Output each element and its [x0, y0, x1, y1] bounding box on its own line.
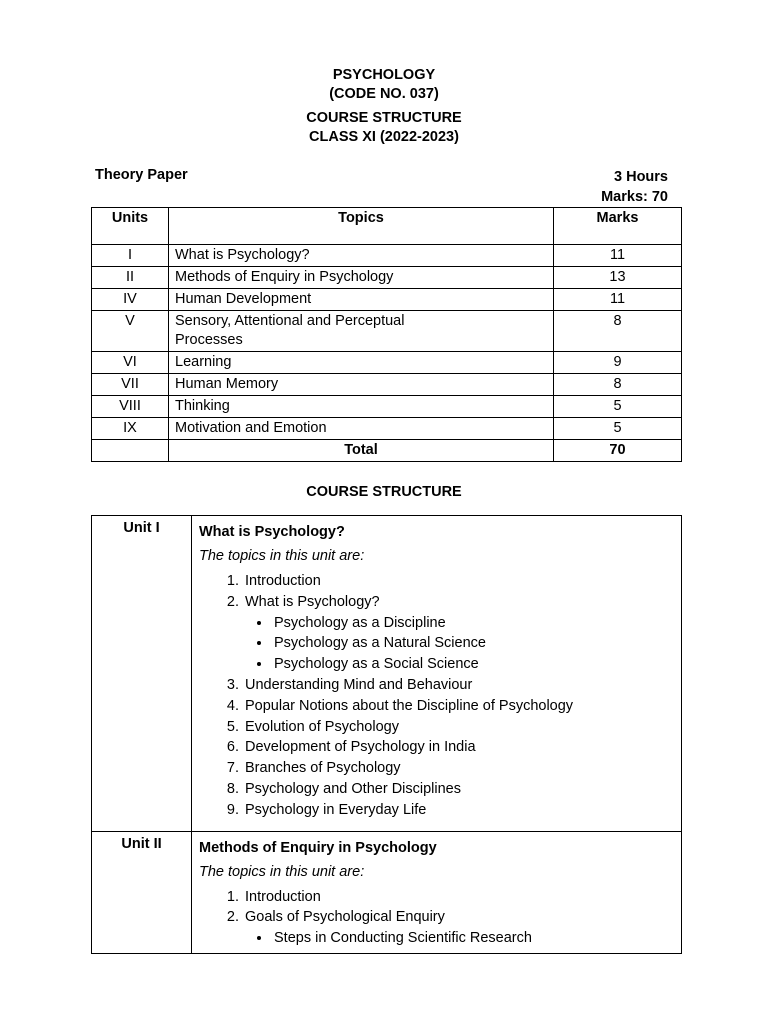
list-item: • Steps in Conducting Scientific Research — [272, 928, 675, 949]
paper-hours: 3 Hours — [614, 169, 668, 185]
paper-marks: Marks: 70 — [601, 189, 668, 205]
total-row — [92, 440, 682, 462]
topic-list — [199, 571, 675, 821]
unit-marks: 8 — [554, 374, 682, 396]
table-row — [92, 311, 682, 352]
topic-list — [199, 887, 675, 949]
class-title: CLASS XI (2022-2023) — [309, 129, 459, 145]
table-row — [92, 289, 682, 311]
unit-row — [92, 831, 682, 953]
list-item: 8. Psychology and Other Disciplines — [243, 779, 675, 800]
unit-topic — [169, 311, 554, 352]
list-item-label: What is Psychology? — [245, 593, 380, 610]
unit-intro: The topics in this unit are: — [199, 863, 365, 880]
list-item: 6. Development of Psychology in India — [243, 737, 675, 758]
unit-number: II — [92, 267, 169, 289]
list-item: 4. Popular Notions about the Discipline of Psychology — [243, 696, 675, 717]
table-row — [92, 245, 682, 267]
unit-row — [92, 516, 682, 832]
paper-meta — [600, 167, 668, 207]
course-structure-heading: COURSE STRUCTURE — [306, 484, 462, 500]
unit-topic: Motivation and Emotion — [169, 418, 554, 440]
unit-topic-line: Sensory, Attentional and Perceptual — [175, 313, 405, 329]
unit-marks: 13 — [554, 267, 682, 289]
unit-details-table — [91, 515, 682, 954]
table-row — [92, 267, 682, 289]
list-item — [243, 907, 675, 949]
unit-marks: 5 — [554, 396, 682, 418]
unit-number: VIII — [92, 396, 169, 418]
unit-topic: Learning — [169, 352, 554, 374]
unit-topic: Human Memory — [169, 374, 554, 396]
unit-content — [192, 831, 682, 953]
unit-topic-line: Processes — [175, 332, 243, 348]
header-marks: Marks — [554, 208, 682, 245]
unit-number: VII — [92, 374, 169, 396]
total-empty-cell — [92, 440, 169, 462]
list-item: 1. Introduction — [243, 571, 675, 592]
unit-marks: 11 — [554, 289, 682, 311]
list-item: 3. Understanding Mind and Behaviour — [243, 675, 675, 696]
list-item: 5. Evolution of Psychology — [243, 717, 675, 738]
unit-marks: 5 — [554, 418, 682, 440]
sub-topic-list — [245, 928, 675, 949]
unit-label: Unit II — [92, 831, 192, 953]
sub-topic-list — [245, 613, 675, 675]
unit-topic: Methods of Enquiry in Psychology — [169, 267, 554, 289]
table-row — [92, 396, 682, 418]
unit-label: Unit I — [92, 516, 192, 832]
list-item: 1. Introduction — [243, 887, 675, 908]
unit-number: IX — [92, 418, 169, 440]
list-item: • Psychology as a Natural Science — [272, 633, 675, 654]
list-item: • Psychology as a Discipline — [272, 613, 675, 634]
total-value: 70 — [554, 440, 682, 462]
subject-code: (CODE NO. 037) — [329, 86, 439, 102]
unit-marks: 9 — [554, 352, 682, 374]
table-row — [92, 352, 682, 374]
unit-marks: 11 — [554, 245, 682, 267]
marks-table-header-row — [92, 208, 682, 245]
list-item: 9. Psychology in Everyday Life — [243, 800, 675, 821]
course-header — [0, 109, 768, 147]
unit-number: IV — [92, 289, 169, 311]
subject-title: PSYCHOLOGY — [332, 67, 436, 83]
unit-topic: Thinking — [169, 396, 554, 418]
header-units: Units — [92, 208, 169, 245]
unit-number: VI — [92, 352, 169, 374]
unit-title: Methods of Enquiry in Psychology — [199, 839, 437, 856]
table-row — [92, 374, 682, 396]
marks-table — [91, 207, 682, 462]
unit-number: V — [92, 311, 169, 352]
total-label: Total — [169, 440, 554, 462]
unit-number: I — [92, 245, 169, 267]
unit-marks: 8 — [554, 311, 682, 352]
document-header — [0, 66, 768, 104]
unit-title: What is Psychology? — [199, 524, 345, 540]
unit-topic: Human Development — [169, 289, 554, 311]
unit-topic: What is Psychology? — [169, 245, 554, 267]
table-row — [92, 418, 682, 440]
course-structure-title: COURSE STRUCTURE — [306, 110, 462, 126]
list-item: • Psychology as a Social Science — [272, 654, 675, 675]
list-item — [243, 592, 675, 675]
theory-paper-label: Theory Paper — [95, 167, 188, 183]
unit-intro: The topics in this unit are: — [199, 548, 365, 564]
list-item: 7. Branches of Psychology — [243, 758, 675, 779]
header-topics: Topics — [169, 208, 554, 245]
unit-content — [192, 516, 682, 832]
list-item-label: Goals of Psychological Enquiry — [245, 909, 445, 926]
